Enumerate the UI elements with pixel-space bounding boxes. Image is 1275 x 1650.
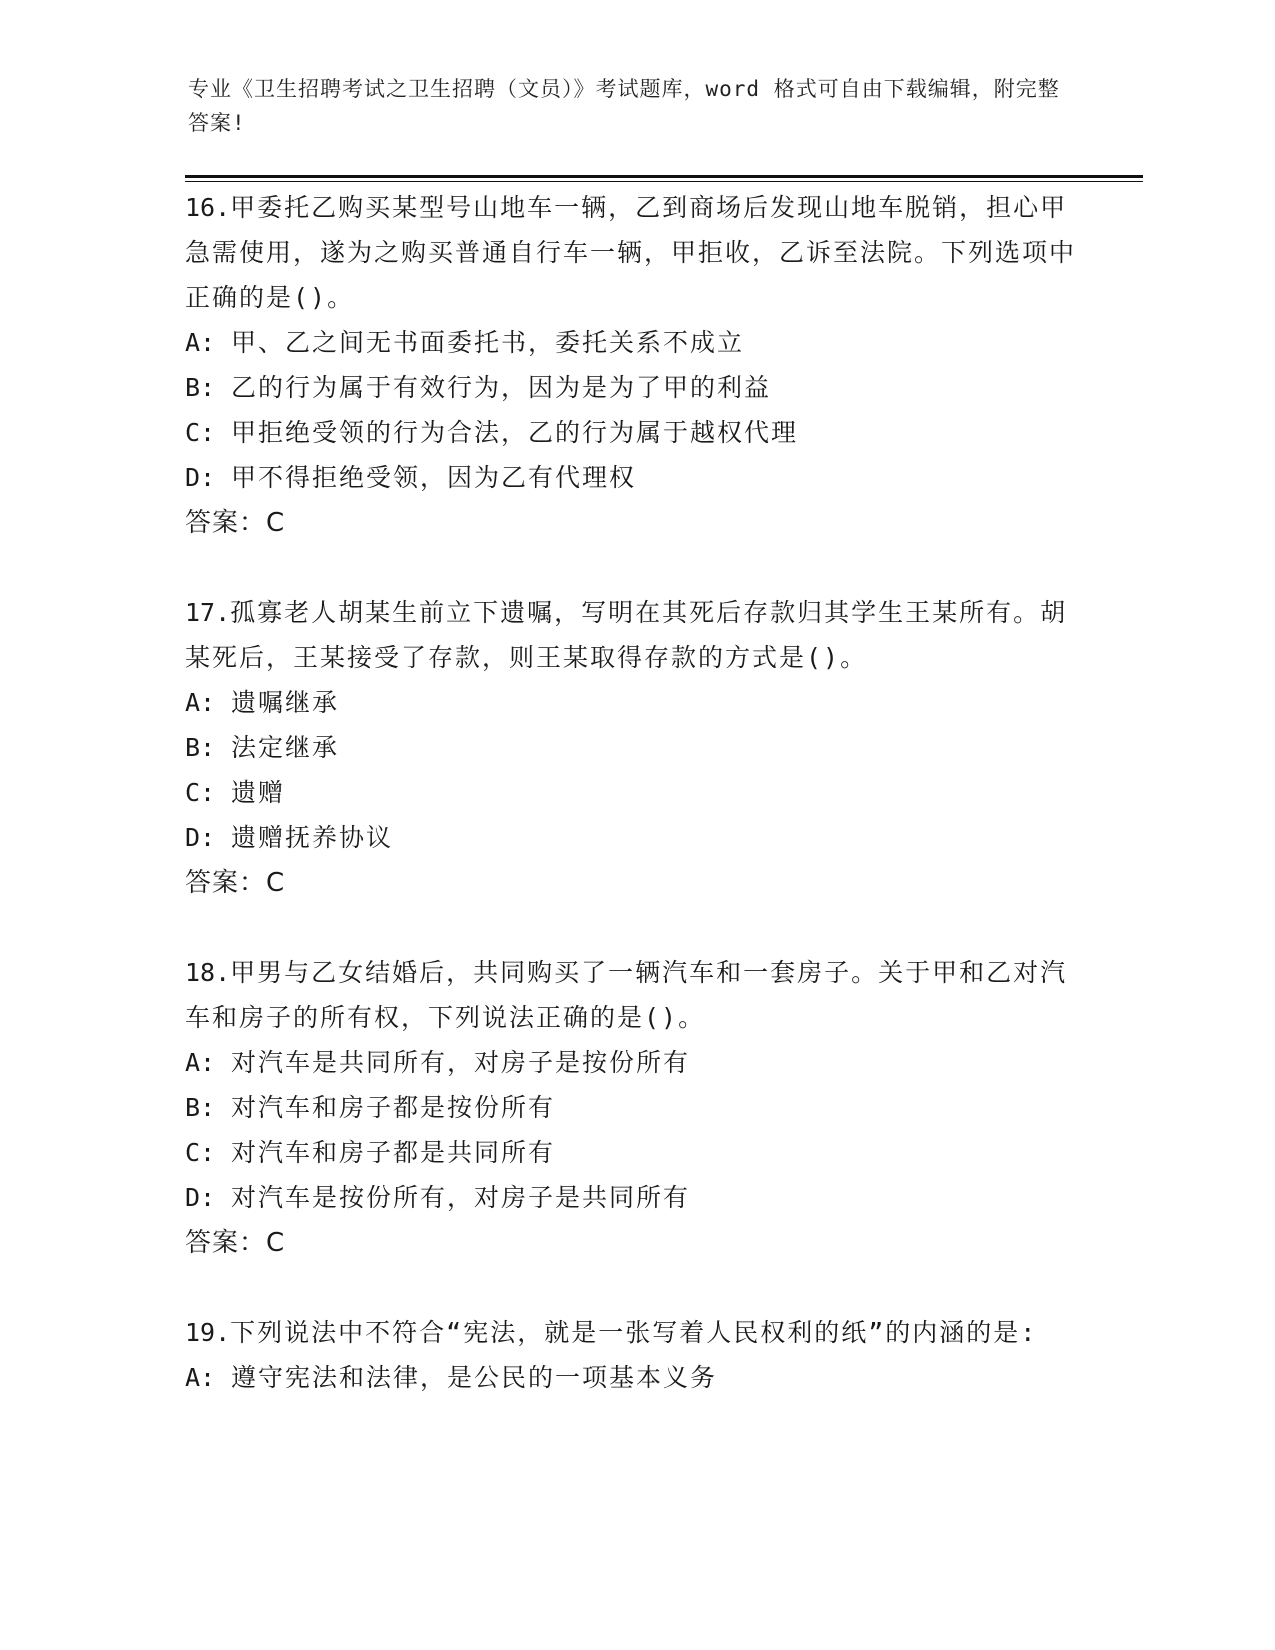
question-number: 18. bbox=[185, 958, 231, 987]
answer-line bbox=[185, 860, 1085, 906]
option-a bbox=[185, 1040, 1085, 1085]
option-text: 遗赠 bbox=[231, 778, 286, 807]
option-d bbox=[185, 1175, 1085, 1220]
option-a bbox=[185, 320, 1085, 365]
question-16 bbox=[185, 185, 1085, 546]
option-text: 对汽车和房子都是按份所有 bbox=[231, 1093, 556, 1122]
question-number: 17. bbox=[185, 598, 231, 627]
question-text: 甲委托乙购买某型号山地车一辆，乙到商场后发现山地车脱销，担心甲急需使用，遂为之购买普通自行车一辆，甲拒收，乙诉至法院。下列选项中正确的是()。 bbox=[185, 193, 1077, 312]
answer-value: C bbox=[266, 868, 286, 898]
option-a bbox=[185, 1355, 1085, 1400]
option-b bbox=[185, 725, 1085, 770]
question-18 bbox=[185, 950, 1085, 1266]
option-text: 乙的行为属于有效行为，因为是为了甲的利益 bbox=[231, 373, 772, 402]
option-text: 法定继承 bbox=[231, 733, 340, 762]
header-divider-thin bbox=[185, 181, 1143, 182]
document-header bbox=[188, 72, 1068, 140]
answer-value: C bbox=[266, 508, 286, 538]
option-text: 遗嘱继承 bbox=[231, 688, 340, 717]
option-key: B: bbox=[185, 373, 216, 402]
option-key: A: bbox=[185, 328, 216, 357]
question-text: 下列说法中不符合“宪法，就是一张写着人民权利的纸”的内涵的是: bbox=[230, 1318, 1038, 1347]
option-key: C: bbox=[185, 418, 216, 447]
answer-value: C bbox=[266, 1228, 286, 1258]
header-intro-text: 专业《卫生招聘考试之卫生招聘（文员）》考试题库，word 格式可自由下载编辑，附完整答案! bbox=[188, 77, 1060, 135]
question-stem bbox=[185, 185, 1085, 320]
option-key: A: bbox=[185, 1363, 216, 1392]
option-key: D: bbox=[185, 1183, 216, 1212]
question-list bbox=[185, 185, 1085, 1444]
option-d bbox=[185, 455, 1085, 500]
option-key: C: bbox=[185, 778, 216, 807]
option-key: D: bbox=[185, 823, 216, 852]
answer-line bbox=[185, 500, 1085, 546]
option-b bbox=[185, 1085, 1085, 1130]
option-key: A: bbox=[185, 1048, 216, 1077]
option-text: 对汽车是按份所有，对房子是共同所有 bbox=[231, 1183, 691, 1212]
question-text: 甲男与乙女结婚后，共同购买了一辆汽车和一套房子。关于甲和乙对汽车和房子的所有权，下列说法正确的是()。 bbox=[185, 958, 1068, 1032]
option-text: 甲、乙之间无书面委托书，委托关系不成立 bbox=[231, 328, 745, 357]
question-17 bbox=[185, 590, 1085, 906]
option-text: 对汽车是共同所有，对房子是按份所有 bbox=[231, 1048, 691, 1077]
answer-line bbox=[185, 1220, 1085, 1266]
option-a bbox=[185, 680, 1085, 725]
header-divider-thick bbox=[185, 175, 1143, 178]
option-text: 遵守宪法和法律，是公民的一项基本义务 bbox=[231, 1363, 718, 1392]
option-key: B: bbox=[185, 1093, 216, 1122]
option-text: 遗赠抚养协议 bbox=[231, 823, 394, 852]
option-b bbox=[185, 365, 1085, 410]
option-d bbox=[185, 815, 1085, 860]
question-19 bbox=[185, 1310, 1085, 1400]
option-text: 甲拒绝受领的行为合法，乙的行为属于越权代理 bbox=[231, 418, 799, 447]
answer-label: 答案： bbox=[185, 868, 267, 898]
question-number: 19. bbox=[185, 1318, 231, 1347]
option-key: A: bbox=[185, 688, 216, 717]
option-text: 甲不得拒绝受领，因为乙有代理权 bbox=[231, 463, 637, 492]
option-c bbox=[185, 410, 1085, 455]
question-text: 孤寡老人胡某生前立下遗嘱，写明在其死后存款归其学生王某所有。胡某死后，王某接受了存款，则王某取得存款的方式是()。 bbox=[185, 598, 1068, 672]
option-key: D: bbox=[185, 463, 216, 492]
option-c bbox=[185, 1130, 1085, 1175]
option-key: C: bbox=[185, 1138, 216, 1167]
option-key: B: bbox=[185, 733, 216, 762]
option-c bbox=[185, 770, 1085, 815]
answer-label: 答案： bbox=[185, 508, 267, 538]
option-text: 对汽车和房子都是共同所有 bbox=[231, 1138, 556, 1167]
answer-label: 答案： bbox=[185, 1228, 267, 1258]
question-number: 16. bbox=[185, 193, 231, 222]
question-stem bbox=[185, 950, 1085, 1040]
question-stem bbox=[185, 1310, 1085, 1355]
question-stem bbox=[185, 590, 1085, 680]
